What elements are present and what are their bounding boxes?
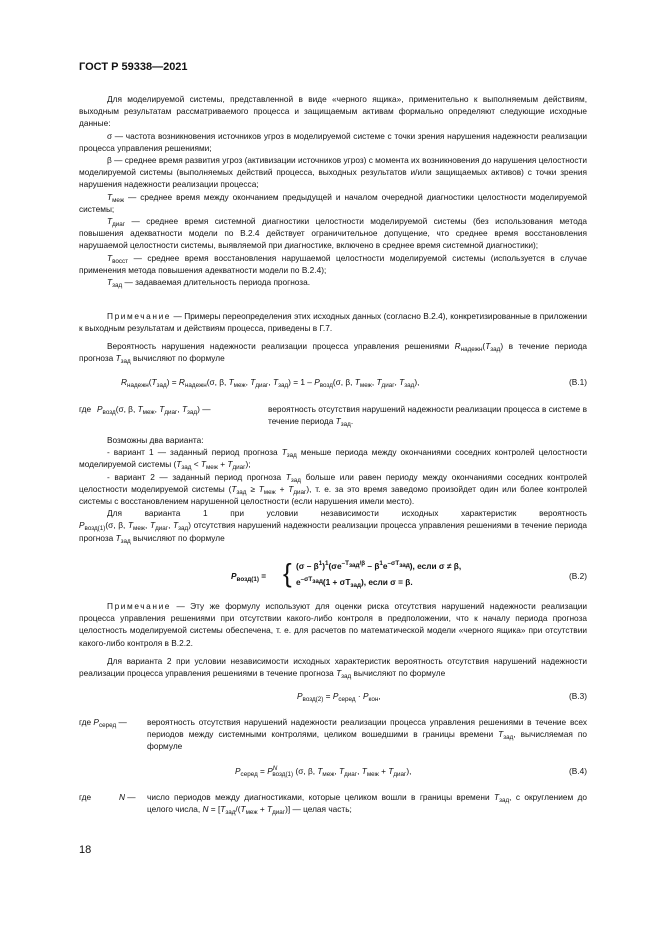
formula-b1: $R_{надежн}(T_{зад}) = R_{надежн}(\sigma$, β, $T_{меж}$, $T_{диаг}$, $T_{зад}) = 1 - P_{возд}(\sigma$, β, $T_{меж}$, $T_{диаг}$, $T_{зад}$), (В.1) [121, 377, 587, 389]
variant-1-condition: Для варианта 1 при условии независимости исходных характеристик вероятность [107, 508, 587, 519]
variant-2-paragraph: Для варианта 2 при условии независимости исходных характеристик вероятность отсутствия нарушений надежности реализации процесса управления решениями в течение прогноза $T_{зад}$ вычисляют по формуле [79, 656, 587, 681]
variant-1: - вариант 1 — заданный период прогноза $T_{зад}$ меньше периода между окончаниями соседних контролей целостности моделируемой системы $(T_{зад} < T_{меж} + T_{диаг})$; [79, 447, 587, 472]
page-number: 18 [79, 844, 92, 856]
formula-b3-number: (В.3) [569, 691, 587, 701]
initial-data-section [79, 93, 587, 288]
def-t-mezh: $T_{меж}$ — среднее время между окончанием предыдущей и началом очередной диагностики целостности моделируемой системы; [79, 191, 587, 214]
variants-intro: Возможны два варианта: [107, 435, 204, 445]
def-beta: β — среднее время развития угроз (активизации источников угроз) с момента их возникновения до нарушения целостности моделируемой системы (выполняемых действий процесса, выходных результатов и/или защищаемых активов) с точки зрения нарушения надежности реализации процесса; [79, 155, 587, 190]
note-2: Примечание — Эту же формулу используют для оценки риска отсутствия нарушений надежности реализации процесса управления решениями при отсутствии какого-либо контроля в предположении, что к началу периода прогноза целостность моделируемой системы обеспечена, т. е. для расчетов по математической модели «черного ящика» при отсутствии какого-либо контроля в В.2.2. [79, 601, 587, 648]
document-header: ГОСТ Р 59338—2021 [79, 61, 188, 73]
formula-b3-legend: где $P_{серед}$ — вероятность отсутствия нарушений надежности реализации процесса управления решениями в течение всех периодов между системными контролями, целиком вошедшими в границы времени $T_{зад}$, вычисляемая по формуле [79, 717, 588, 752]
formula-b1-legend: где $P_{возд}(\sigma$, β, $T_{меж}$, $T_{диаг}$, $T_{зад}$) — вероятность отсутствия нарушений надежности реализации процесса в системе в течение периода $T_{зад}$. [79, 404, 587, 429]
variants-section [79, 434, 587, 544]
intro-paragraph: Для моделируемой системы, представленной в виде «черного ящика», применительно к выполняемым действиям, выходным результатам рассматриваемого процесса и защищаемым активам формально определяют следующие исходные данные: [79, 94, 587, 129]
formula-b3: $P_{возд(2)} = P_{серед} \cdot P_{кон}$, (В.3) [297, 691, 587, 703]
variant-1-condition-cont: $P_{возд(1)}(\sigma$, β, $T_{меж}$, $T_{диаг}$, $T_{зад}$) отсутствия нарушений надежности реализации процесса управления решениями в течение периода прогноза $T_{зад}$ вычисляют по формуле [79, 520, 587, 545]
formula-b4-number: (В.4) [569, 766, 587, 776]
formula-b4: $P_{серед} = P^N_{возд(1)}$ (σ, β, $T_{меж}$, $T_{диаг}$, $T_{меж} + T_{диаг}$), (В.4) [235, 765, 587, 778]
formula-b4-legend: где N — число периодов между диагностиками, которые целиком вошли в границы времени $T_{зад}$, с округлением до целого числа, $N = [T_{зад}/(T_{меж} + T_{диаг})]$ — целая часть; [79, 792, 587, 817]
variant-2: - вариант 2 — заданный период прогноза $T_{зад}$ больше или равен периоду между окончаниями соседних контролей целостности моделируемой системы $(T_{зад} \ge T_{меж} + T_{диаг})$, т. е. за это время заведомо произойдет один или более контролей системы с восстановлением нарушенной целостности (если нарушения имели место). [79, 471, 587, 507]
formula-b2: $P_{возд(1)}$ = { $(\sigma - \beta^1)^1(\sigma e^{-T_{зад}/\beta} - \beta^1e^{-\sigma T_{зад}})$, если σ ≠ β, $e^{-\sigma T_{зад}}(1 + \sigma T_{зад})$, если σ = β. (В.2) [231, 558, 587, 589]
note-1: Примечание — Примеры переопределения этих исходных данных (согласно В.2.4), конкретизированные в приложении к выходным результатам и действиям процесса, приведены в Г.7. [79, 311, 587, 334]
def-t-zad: $T_{зад}$ — задаваемая длительность периода прогноза. [107, 277, 311, 290]
reliability-paragraph: Вероятность нарушения надежности реализации процесса управления решениями $R_{надежн}(T_{зад})$ в течение периода прогноза $T_{зад}$ вычисляют по формуле [79, 341, 587, 366]
formula-b1-number: (В.1) [569, 377, 587, 387]
formula-b2-number: (В.2) [569, 571, 587, 581]
def-sigma: σ — частота возникновения источников угроз в моделируемой системе с точки зрения нарушения надежности реализации процесса управления решениями; [79, 130, 587, 153]
def-t-vosst: $T_{восст}$ — среднее время восстановления нарушаемой целостности моделируемой системы (используется в случае применения метода повышения адекватности модели по В.2.4); [79, 252, 587, 275]
def-t-diag: $T_{диаг}$ — среднее время системной диагностики целостности моделируемой системы (без использования метода повышения адекватности модели по В.2.4 действует ограничительное допущение, что среднее время восстановления нарушаемой целостности системы, выявляемой при диагностике, включено в среднее время системной диагностики); [79, 216, 587, 251]
